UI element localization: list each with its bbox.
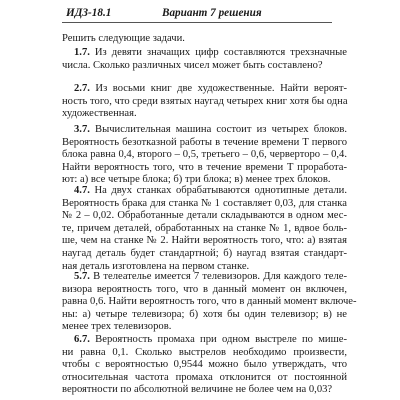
task-line bbox=[62, 185, 347, 198]
task-line: художественная. bbox=[62, 108, 137, 120]
task-line: ность того, что среди взятых наугад четырех книг хотя бы одна bbox=[62, 95, 348, 107]
task-line: ная деталь изготовлена на первом станке. bbox=[62, 260, 250, 272]
task-line: визора вероятность того, что в данный момент он включен, bbox=[62, 283, 347, 295]
task-3 bbox=[62, 124, 347, 187]
task-number: 5.7. bbox=[74, 271, 90, 282]
task-line: наугад деталь будет стандартной; б) наугад взятая стандарт- bbox=[62, 247, 347, 259]
task-line: вероятности по абсолютной величине не более чем на 0,03? bbox=[62, 384, 333, 396]
task-text: На двух станках обрабатываются однотипные детали. bbox=[89, 185, 347, 196]
task-text: Из девяти значащих цифр составляются трехзначные bbox=[89, 47, 347, 58]
task-line bbox=[62, 124, 347, 137]
task-line: ни равна 0,1. Сколько выстрелов необходимо произвести, bbox=[62, 346, 347, 358]
task-6 bbox=[62, 334, 347, 397]
task-line: Вероятность брака для станка № 1 составляет 0,03, для станка bbox=[62, 197, 347, 209]
task-line bbox=[62, 334, 347, 347]
task-line: ют: а) все четыре блока; б) три блока; в) менее трех блоков. bbox=[62, 174, 331, 186]
assignment-code: ИДЗ-18.1 bbox=[66, 7, 112, 19]
task-line bbox=[62, 271, 347, 284]
task-text: Из восьми книг две художественные. Найти вероят- bbox=[89, 83, 347, 94]
intro-text: Решить следующие задачи. bbox=[62, 33, 185, 44]
task-number: 1.7. bbox=[74, 47, 90, 58]
task-4 bbox=[62, 185, 347, 273]
task-line: № 2 – 0,02. Обработанные детали складываются в одном мес- bbox=[62, 210, 347, 222]
task-line: блока равна 0,4, второго – 0,5, третьего – 0,6, черверторо – 0,4. bbox=[62, 149, 347, 161]
task-5 bbox=[62, 271, 357, 334]
header-rule bbox=[62, 22, 332, 23]
task-line bbox=[62, 47, 347, 60]
task-line: менее трех телевизоров. bbox=[62, 321, 172, 333]
task-text: В телеателье имеется 7 телевизоров. Для каждого теле- bbox=[89, 271, 347, 282]
task-line: числа. Сколько различных чисел может быть составлено? bbox=[62, 59, 323, 71]
task-number: 4.7. bbox=[74, 185, 90, 196]
page-header bbox=[66, 7, 366, 23]
task-line: ше, чем на станке № 2. Найти вероятность того, что: а) взятая bbox=[62, 235, 347, 247]
task-line: ны: а) четыре телевизора; б) хотя бы один телевизор; в) не bbox=[62, 308, 347, 320]
task-text: Вычислительная машина состоит из четырех блоков. bbox=[89, 124, 347, 135]
task-line: те, причем деталей, обработанных на станке № 1, вдвое боль- bbox=[62, 222, 347, 234]
task-text: Вероятность промаха при одном выстреле по мише- bbox=[89, 334, 347, 345]
task-line: Найти вероятность того, что в течение времени T проработа- bbox=[62, 161, 347, 173]
task-number: 2.7. bbox=[74, 83, 90, 94]
task-line: относительная частота промаха отклонится от постоянной bbox=[62, 371, 347, 383]
task-line: равна 0,6. Найти вероятность того, что в данный момент включе- bbox=[62, 296, 357, 308]
task-number: 6.7. bbox=[74, 334, 90, 345]
task-line: чтобы с вероятностью 0,9544 можно было утверждать, что bbox=[62, 359, 347, 371]
task-1 bbox=[62, 47, 347, 72]
task-2 bbox=[62, 83, 347, 121]
task-line bbox=[62, 83, 347, 96]
task-number: 3.7. bbox=[74, 124, 90, 135]
task-line: Вероятность безотказной работы в течение времени T первого bbox=[62, 136, 347, 148]
variant-title: Вариант 7 решения bbox=[162, 7, 262, 19]
